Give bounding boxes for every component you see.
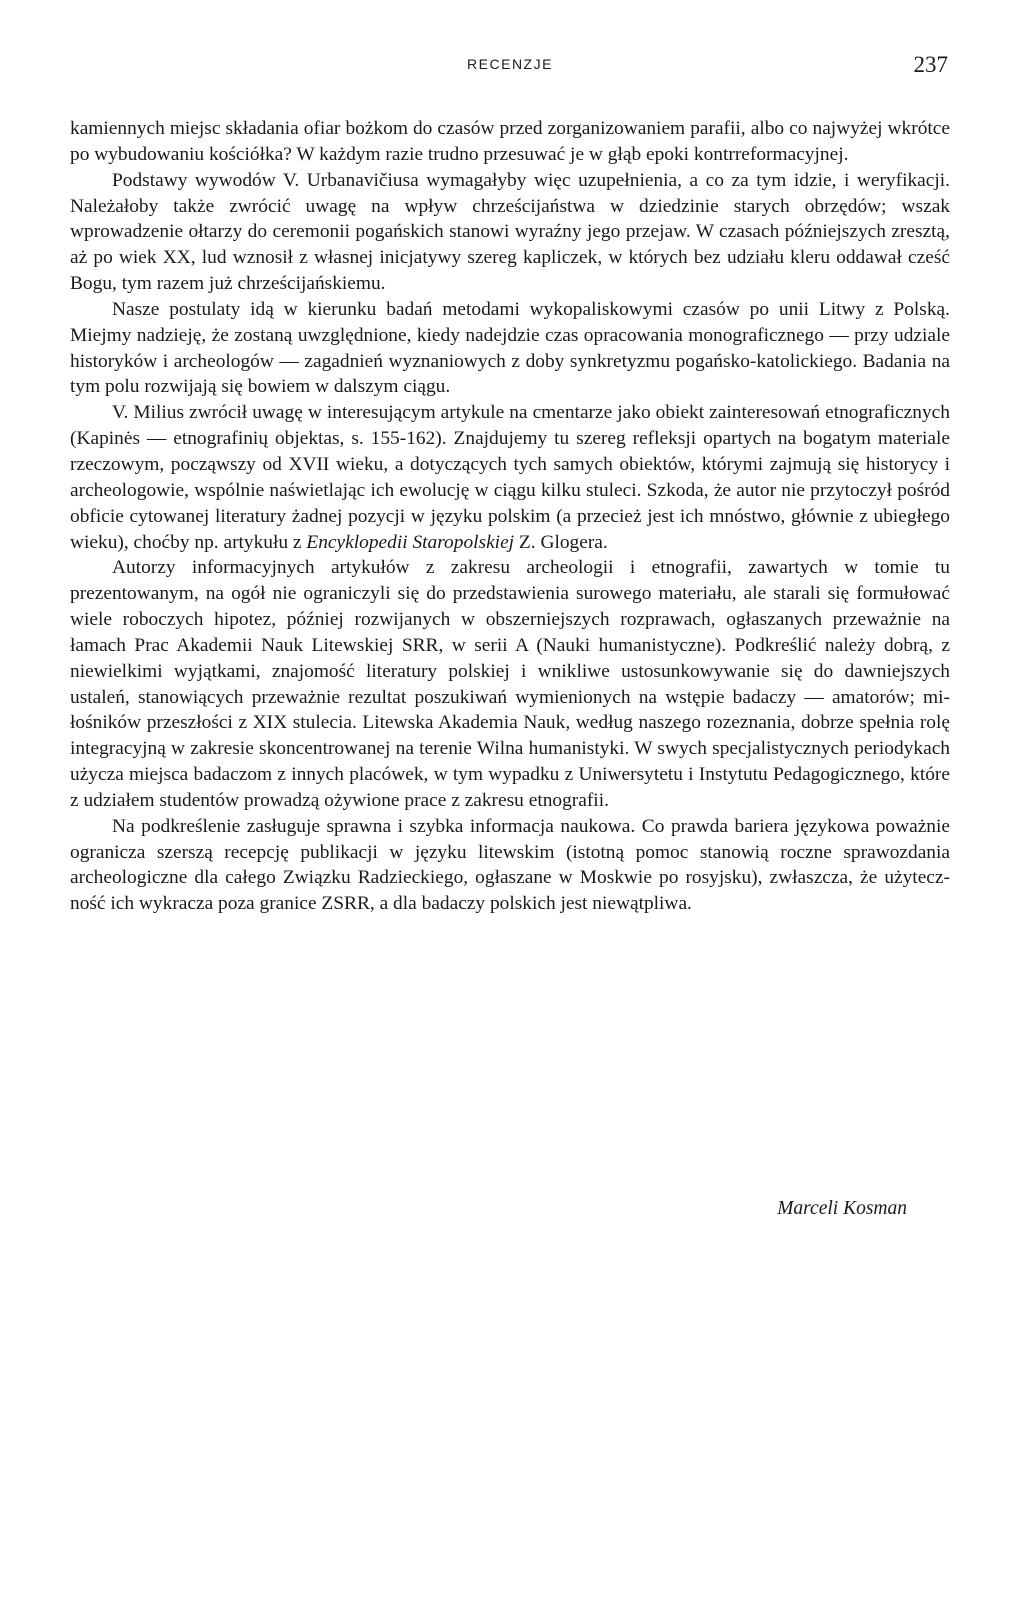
page-number: 237 xyxy=(913,52,948,77)
paragraph-authors: Autorzy informacyjnych artykułów z zakresu archeologii i etnografii, zawartych w tomie tu prezentowanym, na ogół nie ograniczyli się do przedstawienia surowego materiału, ale starali się formułować wiele roboczych hipotez, później rozwijanych w obszerniejszych rozprawach, ogłaszanych przeważnie na łamach Prac Akademii Nauk Litewskiej SRR, w serii A (Nauki humanistyczne). Podkreślić należy dobrą, z niewielkimi wyjątkami, znajomość literatury polskiej i wnikliwe ustosunkowywanie się do dawniejszych ustaleń, stanowiących przeważnie rezultat poszukiwań wymienionych na wstępie badaczy — amatorów; miłośników przeszłości z XIX stulecia. Litewska Akademia Nauk, według naszego rozeznania, dobrze spełnia rolę integracyjną w zakresie skoncentrowanej na terenie Wilna humanistyki. W swych specjalistycznych periodykach użycza miejsca badaczom z innych placówek, w tym wypadku z Uniwersytetu i Instytutu Pedagogicznego, które z udziałem studentów prowadzą ożywione prace z zakresu etnografii. xyxy=(70,557,950,811)
paragraph-information: Na podkreślenie zasługuje sprawna i szybka informacja naukowa. Co prawda bariera językowa poważnie ogranicza szerszą recepcję publikacji w języku litewskim (istotną pomoc stanowią roczne sprawozdania archeologiczne dla całego Związku Radzieckiego, ogłaszane w Moskwie po rosyjsku), zwłaszcza, że użyteczność ich wykracza poza granice ZSRR, a dla badaczy polskich jest niewątpliwa. xyxy=(70,815,950,915)
review-body xyxy=(70,116,950,917)
cited-work-title: Encyklopedii Staropolskiej xyxy=(306,531,515,553)
section-title: RECENZJE xyxy=(467,56,553,72)
paragraph-continuation: kamiennych miejsc składania ofiar bożkom do czasów przed zorganizowaniem parafii, albo co najwyżej wkrótce po wybudowaniu kościółka? W każdym razie trudno przesuwać je w głąb epoki kontrreformacyjnej. xyxy=(70,118,950,165)
paragraph-milius xyxy=(70,400,950,555)
paragraph-milius-text: V. Milius zwrócił uwagę w interesującym artykule na cmentarze jako obiekt zainteresowań etnograficznych (Kapinės — etnografinių objektas, s. 155-162). Znajdujemy tu szereg refleksji opartych na bogatym materiale rzeczowym, począwszy od XVII wieku, a dotyczących tych samych obiektów, którymi zajmują się historycy i archeologowie, wspólnie naświetlając ich ewolucję w ciągu kilku stuleci. Szkoda, że autor nie przytoczył pośród obficie cytowanej literatury żadnej pozycji w języku polskim (a przecież jest ich mnóstwo, głównie z ubiegłego wieku), choćby np. artykułu z xyxy=(70,402,950,553)
paragraph-urbanavicius: Podstawy wywodów V. Urbanavičiusa wymagałyby więc uzupełnienia, a co za tym idzie, i weryfikacji. Należałoby także zwrócić uwagę na wpływ chrześcijaństwa w dziedzinie starych obrzędów; wszak wprowadzenie ołtarzy do ceremonii pogańskich stanowi wyraźny jego przejaw. W czasach późniejszych zresztą, aż po wiek XX, lud wznosił z własnej inicjatywy szereg kapliczek, w których bez udziału kleru oddawał cześć Bogu, tym razem już chrześcijańskiemu. xyxy=(70,169,950,295)
running-head xyxy=(72,52,948,88)
author-signature: Marceli Kosman xyxy=(777,1198,907,1219)
paragraph-postulates: Nasze postulaty idą w kierunku badań metodami wykopaliskowymi czasów po unii Litwy z Polską. Miejmy nadzieję, że zostaną uwzględnione, kiedy nadejdzie czas opracowania monograficznego — przy udziale historyków i archeologów — zagadnień wyznaniowych z doby synkretyzmu pogańsko-katolickiego. Badania na tym polu rozwijają się bowiem w dalszym ciągu. xyxy=(70,298,950,398)
paragraph-milius-end: Z. Glogera. xyxy=(514,531,608,553)
